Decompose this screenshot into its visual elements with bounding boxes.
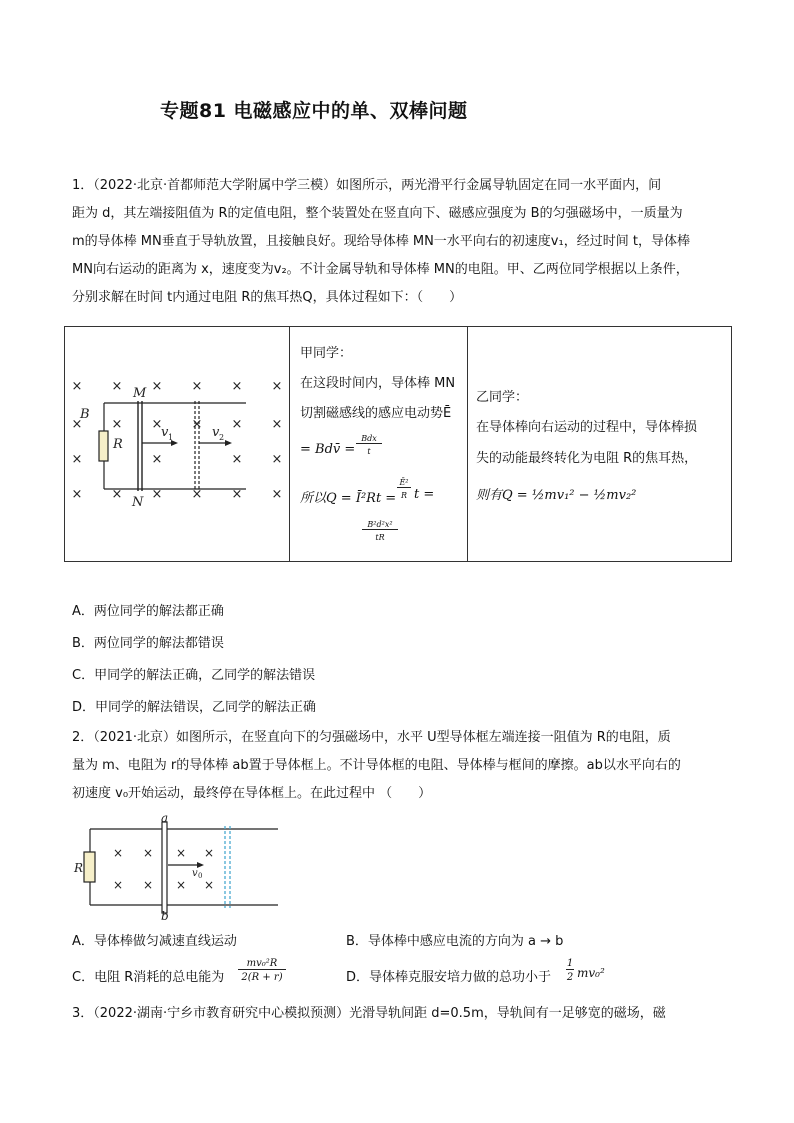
jia-frac-den: tR — [375, 533, 385, 542]
field-cross: × — [231, 452, 243, 467]
label-R: R — [113, 437, 123, 452]
table-divider — [467, 326, 468, 561]
jia-line: 切割磁感线的感应电动势Ē — [300, 406, 452, 421]
label-b: b — [161, 909, 169, 920]
field-cross: × — [271, 379, 283, 394]
q1-line: 分别求解在时间 t内通过电阻 R的焦耳热Q，具体过程如下：（ ） — [72, 290, 463, 305]
field-cross: × — [151, 379, 163, 394]
q1-line: 距为 d，其左端接阻值为 R的定值电阻，整个装置处在竖直向下、磁感应强度为 B的匀强磁场中，一质量为 — [72, 206, 683, 221]
q1-line: MN向右运动的距离为 x，速度变为v₂。不计金属导轨和导体棒 MN的电阻。甲、乙两位同学根据以上条件， — [72, 262, 689, 277]
question-2-stem — [72, 724, 738, 808]
jia-frac-den: t — [367, 447, 371, 456]
field-cross: × — [112, 878, 124, 892]
field-cross: × — [151, 417, 163, 432]
q2-optc-den: 2(R + r) — [241, 972, 283, 983]
field-cross: × — [271, 417, 283, 432]
figure-2-circuit — [70, 814, 284, 920]
q1-line: 1．（2022·北京·首都师范大学附属中学三模）如图所示，两光滑平行金属导轨固定在同一水平面内，间 — [72, 178, 662, 193]
yi-formula: 则有Q = ½mv₁² − ½mv₂² — [476, 488, 637, 503]
field-cross: × — [151, 487, 163, 502]
field-cross: × — [111, 487, 123, 502]
label-M: M — [133, 386, 147, 401]
q2-option-a: A．导体棒做匀减速直线运动 — [72, 934, 237, 949]
q1-option-b: B．两位同学的解法都错误 — [72, 636, 224, 651]
jia-line: 在这段时间内，导体棒 MN — [300, 376, 456, 391]
q1-line: m的导体棒 MN垂直于导轨放置，且接触良好。现给导体棒 MN一水平向右的初速度v₁，经过时间 t，导体棒 — [72, 234, 690, 249]
field-cross: × — [71, 487, 83, 502]
label-v2-sub: 2 — [219, 433, 225, 442]
yi-line: 失的动能最终转化为电阻 R的焦耳热， — [476, 451, 698, 466]
field-cross: × — [175, 846, 187, 860]
field-cross: × — [231, 417, 243, 432]
q2-optd-post: mv₀² — [577, 966, 605, 980]
question-1-stem — [72, 172, 738, 312]
label-v1: v — [161, 425, 169, 440]
field-cross: × — [142, 846, 154, 860]
q1-option-c: C．甲同学的解法正确，乙同学的解法错误 — [72, 668, 316, 683]
jia-frac-num: Ē² — [397, 478, 411, 488]
field-cross: × — [112, 846, 124, 860]
question-3-stem — [72, 1000, 738, 1028]
label-v1-sub: 1 — [168, 433, 174, 442]
field-cross: × — [203, 878, 215, 892]
q1-option-a: A．两位同学的解法都正确 — [72, 604, 224, 619]
field-cross: × — [271, 452, 283, 467]
jia-frac-num: Bdx — [356, 434, 382, 444]
field-cross: × — [191, 379, 203, 394]
field-cross: × — [71, 452, 83, 467]
label-v0: v — [192, 868, 198, 879]
label-R: R — [74, 861, 84, 875]
field-cross: × — [142, 878, 154, 892]
q2-option-c: C．电阻 R消耗的总电能为 — [72, 970, 225, 985]
q2-optd-den: 2 — [566, 972, 574, 983]
yi-heading: 乙同学： — [476, 390, 529, 405]
q2-optd-num: 1 — [566, 958, 574, 969]
jia-frac-den: R — [400, 491, 408, 500]
page-title: 专题81 电磁感应中的单、双棒问题 — [160, 100, 468, 122]
field-cross: × — [191, 487, 203, 502]
field-cross: × — [271, 487, 283, 502]
yi-line: 在导体棒向右运动的过程中，导体棒损 — [476, 420, 698, 435]
field-cross: × — [191, 417, 203, 432]
label-B: B — [80, 407, 90, 422]
label-a: a — [161, 814, 169, 825]
q2-option-b: B．导体棒中感应电流的方向为 a → b — [346, 934, 564, 949]
jia-formula: = Bdv̄ = — [300, 442, 356, 457]
q2-line: 初速度 v₀开始运动，最终停在导体框上。在此过程中 （ ） — [72, 786, 432, 801]
q2-line: 量为 m、电阻为 r的导体棒 ab置于导体框上。不计导体框的电阻、导体棒与框间的摩擦。ab以水平向右的 — [72, 758, 681, 773]
jia-formula: t = — [414, 487, 435, 502]
field-cross: × — [71, 417, 83, 432]
field-cross: × — [231, 379, 243, 394]
label-v0-sub: 0 — [198, 872, 203, 880]
field-cross: × — [175, 878, 187, 892]
q2-optc-num: mv₀²R — [238, 958, 286, 970]
field-cross: × — [203, 846, 215, 860]
figure-1-circuit — [66, 328, 288, 558]
q3-line: 3．（2022·湖南·宁乡市教育研究中心模拟预测）光滑导轨间距 d=0.5m，导轨间有一足够宽的磁场，磁 — [72, 1006, 666, 1021]
label-N: N — [132, 495, 144, 510]
field-cross: × — [151, 452, 163, 467]
jia-heading: 甲同学： — [300, 346, 353, 361]
field-cross: × — [71, 379, 83, 394]
label-v2: v — [212, 425, 220, 440]
q2-option-d: D．导体棒克服安培力做的总功小于 — [346, 970, 552, 985]
jia-formula: 所以Q = Ī²Rt = — [300, 491, 397, 506]
field-cross: × — [231, 487, 243, 502]
jia-frac-num: B²d²x² — [362, 520, 398, 530]
q1-option-d: D．甲同学的解法错误，乙同学的解法正确 — [72, 700, 317, 715]
table-divider — [289, 326, 290, 561]
field-cross: × — [111, 379, 123, 394]
field-cross: × — [111, 417, 123, 432]
q2-line: 2．（2021·北京）如图所示，在竖直向下的匀强磁场中，水平 U型导体框左端连接一阻值为 R的电阻，质 — [72, 730, 671, 745]
